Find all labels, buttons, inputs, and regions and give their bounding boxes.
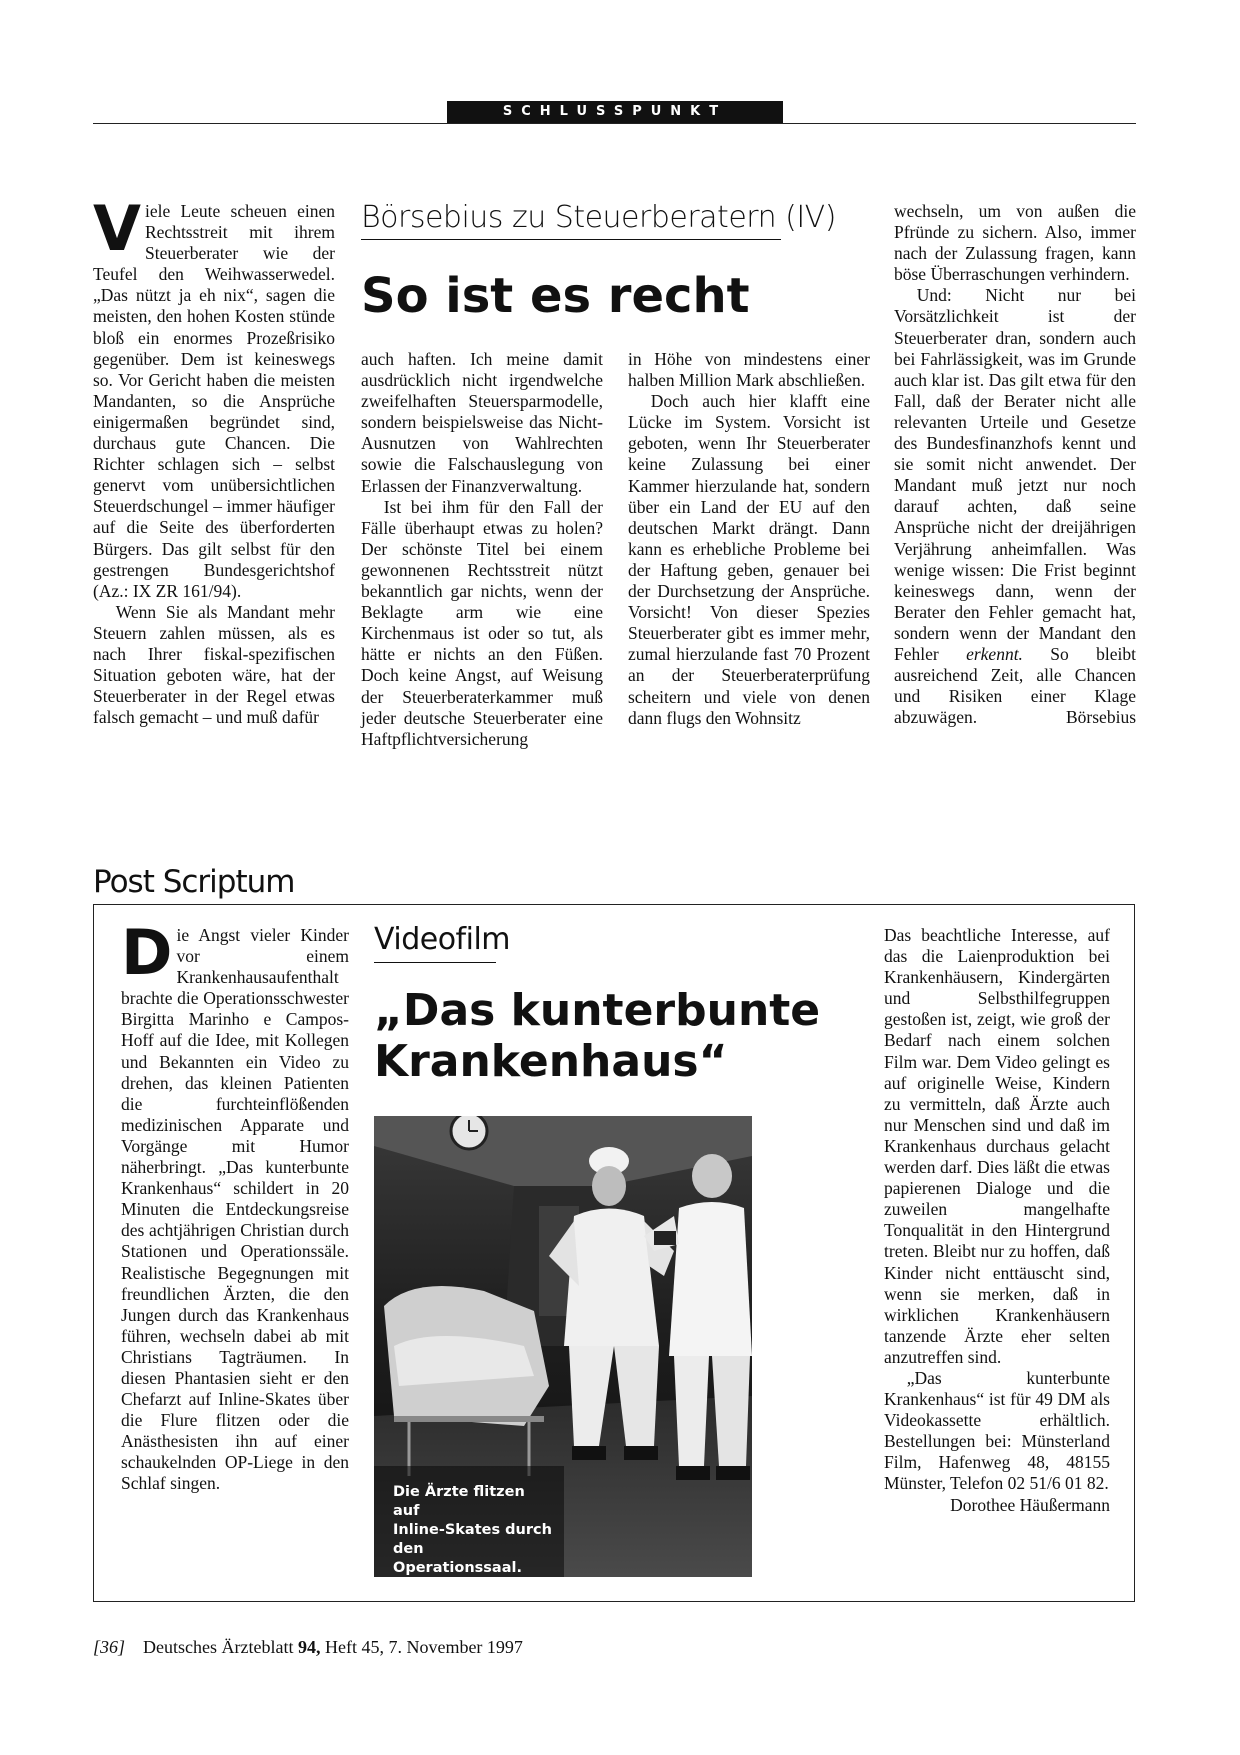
drop-cap: V	[93, 192, 141, 265]
paragraph: „Das kunterbunte Krankenhaus“ ist für 49 DM als Videokassette erhältlich. Bestellungen bei: Münsterland Film, Hafenweg 48, 48155 Münster, Telefon 02 51/6 01 82.	[884, 1367, 1110, 1494]
paragraph: Das beachtliche Interesse, auf das die Laienproduktion bei Krankenhäusern, Kindergärten und Selbsthilfegruppen gestoßen ist, zeigt, wie groß der Bedarf nach einem solchen Film war. Dem Video gelingt es auf originelle Weise, Kindern zu vermitteln, daß Ärzte auch nur Menschen sind und daß im Krankenhaus durchaus gelacht werden darf. Dies läßt die etwas papierenen Dialoge und die zuweilen mangelhafte Tonqualität in den Hintergrund treten. Bleibt nur zu hoffen, daß Kinder nicht enttäuscht sind, wenn sie merken, daß in wirklichen Krankenhäusern tanzende Ärzte eher selten anzutreffen sind.	[884, 925, 1110, 1367]
paragraph: Doch auch hier klafft eine Lücke im System. Vorsicht ist geboten, wenn Ihr Steuerberater keine Zulassung bei einer Kammer hierzulande hat, sondern über ein Land der EU auf den deutschen Markt drängt. Dann kann es erhebliche Probleme bei der Haftung geben, genauer bei der Durchsetzung der Ansprüche. Vorsicht! Von dieser Spezies Steuerberater gibt es immer mehr, zumal hierzulande fast 70 Prozent an der Steuerberaterprüfung scheitern und viele von denen dann flugs den Wohnsitz	[628, 391, 870, 728]
photo-credit: Foto: Münsterland Film	[433, 1581, 553, 1593]
volume-number: 94,	[297, 1637, 321, 1657]
paragraph: wechseln, um von außen die Pfründe zu sichern. Also, immer nach der Zulassung fragen, kann böse Überraschungen verhindern.	[894, 201, 1136, 285]
postscriptum-column-right	[884, 925, 1110, 1516]
section-label: SCHLUSSPUNKT	[447, 101, 783, 123]
paragraph: in Höhe von mindestens einer halben Million Mark abschließen.	[628, 349, 870, 391]
article-headline: „Das kunterbunte Krankenhaus“	[374, 985, 821, 1087]
article-kicker: Börsebius zu Steuerberatern (IV)	[361, 200, 836, 235]
header-rule	[93, 123, 1136, 124]
drop-cap: D	[121, 916, 173, 989]
section-title: Post Scriptum	[93, 864, 295, 900]
author-signature: Dorothee Häußermann	[950, 1494, 1110, 1515]
page-number: [36]	[93, 1637, 126, 1657]
photo-caption: Die Ärzte flitzen auf Inline-Skates durch den Operationssaal. Foto: Münsterland Film	[393, 1484, 553, 1593]
postscriptum-column-left	[121, 916, 349, 1495]
paragraph: Wenn Sie als Mandant mehr Steuern zahlen müssen, als es nach Ihrer fiskal-spezifischen Situation geboten wäre, hat der Steuerberater in der Regel etwas falsch gemacht – und muß dafür	[93, 601, 335, 728]
article-headline: So ist es recht	[361, 268, 750, 324]
journal-name: Deutsches Ärzteblatt	[143, 1637, 294, 1657]
paragraph: ie Angst vieler Kinder vor einem Krankenhausaufenthalt brachte die Operationsschwester Birgitta Marinho e Campos-Hoff auf die Idee, mit Kollegen und Bekannten ein Video zu drehen, das kleinen Patienten die furchteinflößenden medizinischen Apparate und Vorgänge mit Humor näherbringt. „Das kunterbunte Krankenhaus“ schildert in 20 Minuten die Entdeckungsreise des achtjährigen Christian durch Stationen und Operationssäle. Realistische Begegnungen mit freundlichen Ärzten, die den Jungen durch das Krankenhaus führen, wechseln dabei ab mit Christians Tagträumen. In diesen Phantasien sieht er den Chefarzt auf Inline-Skates über die Flure flitzen oder die Anästhesisten ihn auf einer schaukelnden OP-Liege in den Schlaf singen.	[121, 925, 349, 1494]
page-footer	[93, 1637, 523, 1658]
kicker-rule	[361, 239, 781, 240]
article-column-2	[361, 349, 603, 750]
paragraph: Ist bei ihm für den Fall der Fälle überhaupt etwas zu holen? Der schönste Titel bei einem gewonnenen Rechtsstreit nützt bekanntlich gar nichts, wenn der Beklagte arm wie eine Kirchenmaus ist oder so tut, als hätte er nichts an den Füßen. Doch keine Angst, auf Weisung der Steuerberaterkammer muß jeder deutsche Steuerberater eine Haftpflichtversicherung	[361, 496, 603, 749]
article-kicker: Videofilm	[374, 922, 511, 957]
issue-info: Heft 45, 7. November 1997	[324, 1637, 523, 1657]
article-column-4	[894, 201, 1136, 728]
paragraph: auch haften. Ich meine damit ausdrücklich nicht irgendwelche zweifelhaften Steuersparmodelle, sondern beispielsweise das Nicht-Ausnutzen von Wahlrechten sowie die Falschauslegung von Erlassen der Finanzverwaltung.	[361, 349, 603, 496]
article-column-1	[93, 192, 335, 728]
article-column-3	[628, 349, 870, 729]
author-signature: Börsebius	[1066, 707, 1136, 728]
paragraph: Und: Nicht nur bei Vorsätzlichkeit ist der Steuerberater dran, sondern auch bei Fahrlässigkeit, was im Grunde auch klar ist. Das gilt etwa für den Fall, daß der Berater nicht alle relevanten Urteile und Gesetze des Bundesfinanzhofs kennt und sie somit nicht anwendet. Der Mandant muß jetzt nur noch darauf achten, daß seine Ansprüche nicht der dreijährigen Verjährung anheimfallen. Was wenige wissen: Die Frist beginnt keineswegs dann, wenn der Berater den Fehler gemacht hat, sondern wenn der Mandant den Fehler erkennt. So bleibt ausreichend Zeit, alle Chancen und Risiken einer Klage abzuwägen. Börsebius	[894, 285, 1136, 728]
kicker-rule	[374, 962, 496, 963]
paragraph: iele Leute scheuen einen Rechtsstreit mit ihrem Steuerberater wie der Teufel den Weihwasserwedel. „Das nützt ja eh nix“, sagen die meisten, den hohen Kosten stünde bloß ein enormes Prozeßrisiko gegenüber. Dem ist keineswegs so. Vor Gericht haben die meisten Mandanten, so die Ansprüche einigermaßen begründet sind, durchaus gute Chancen. Die Richter schlagen sich – selbst genervt vom unübersichtlichen Steuerdschungel – immer häufiger auf die Seite des überforderten Bürgers. Das gilt selbst für den gestrengen Bundesgerichtshof (Az.: IX ZR 161/94).	[93, 201, 335, 601]
